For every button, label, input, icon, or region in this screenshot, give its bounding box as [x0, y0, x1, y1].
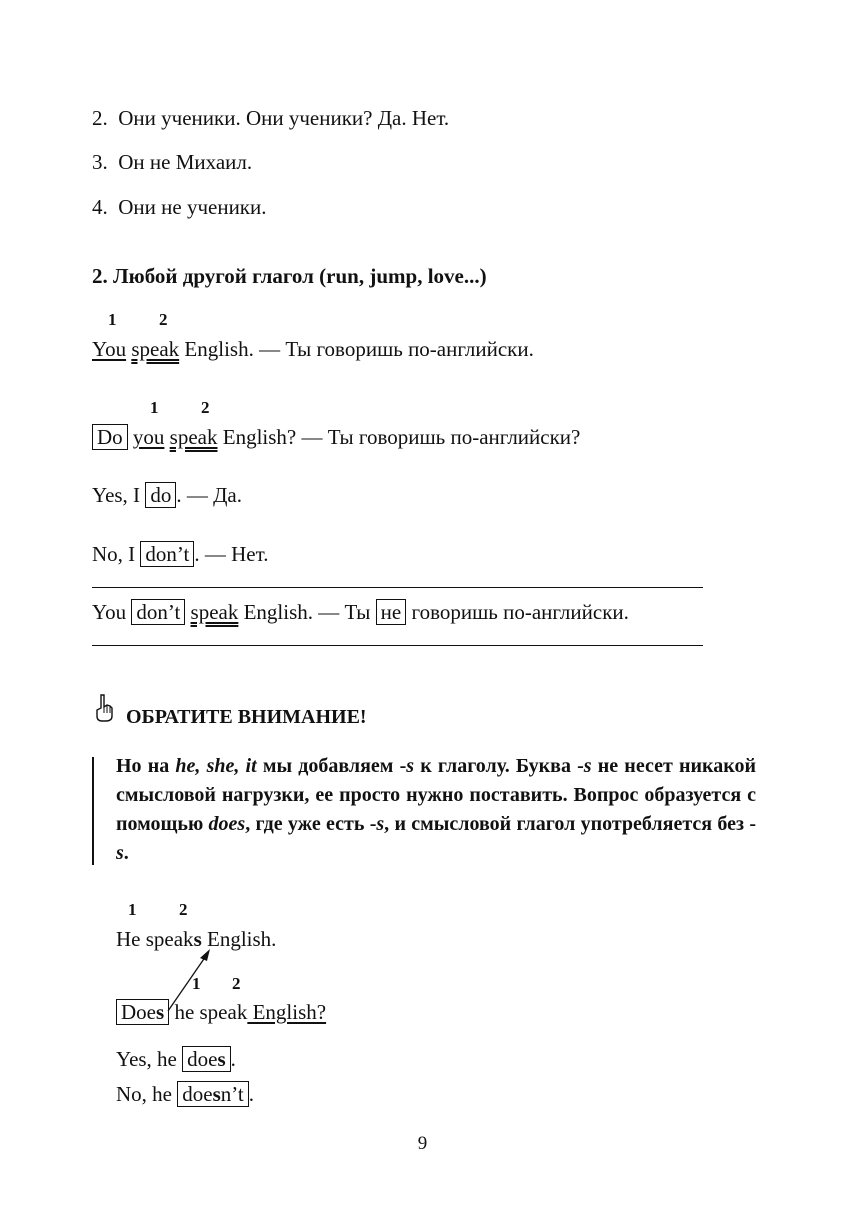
example-yes-he-does: Yes, he does .	[116, 1047, 236, 1071]
marker-1: 1	[128, 900, 137, 919]
aux-box: don’t	[140, 541, 194, 567]
divider-top	[92, 587, 703, 588]
marker-2: 2	[201, 398, 210, 417]
example-he-speaks: He speaks English.	[116, 927, 277, 951]
list-item: 3. Он не Михаил.	[92, 150, 253, 174]
marker-1: 1	[192, 974, 201, 993]
page-number: 9	[417, 1133, 428, 1154]
list-item: 2. Они ученики. Они ученики? Да. Нет.	[92, 106, 450, 130]
marker-2: 2	[159, 310, 168, 329]
pointing-hand-icon	[92, 693, 116, 723]
marker-1: 1	[108, 310, 117, 329]
aux-box: Does	[116, 999, 169, 1025]
marker-2: 2	[179, 900, 188, 919]
list-item: 4. Они не ученики.	[92, 195, 267, 219]
attention-bar	[92, 757, 94, 865]
negation-box: не	[376, 599, 407, 625]
example-affirmative: You speak English. — Ты говоришь по-английски.	[92, 337, 534, 361]
example-no-he-doesnt: No, he doesn’t .	[116, 1082, 254, 1106]
attention-text: Но на he, she, it мы добавляем -s к глаголу. Буква -s не несет никакой смысловой нагрузки, ее просто нужно поставить. Вопрос образуется с помощью does, где уже есть -s, и смысловой глагол употребляется без -s.	[116, 755, 756, 864]
marker-2: 2	[232, 974, 241, 993]
aux-box: does	[182, 1046, 231, 1072]
example-does-question: Does he speak English?	[116, 1000, 326, 1024]
section-heading: 2. Любой другой глагол (run, jump, love...)	[92, 264, 487, 288]
divider-bottom	[92, 645, 703, 646]
example-question: Do you speak English? — Ты говоришь по-английски?	[92, 425, 580, 449]
aux-box: do	[145, 482, 176, 508]
example-short-yes: Yes, I do . — Да.	[92, 483, 242, 507]
aux-box: Do	[92, 424, 128, 450]
aux-box: don’t	[131, 599, 185, 625]
example-negative: You don’t speak English. — Ты не говоришь по-английски.	[92, 600, 629, 624]
attention-title: ОБРАТИТЕ ВНИМАНИЕ!	[126, 706, 367, 728]
example-short-no: No, I don’t . — Нет.	[92, 542, 269, 566]
marker-1: 1	[150, 398, 159, 417]
aux-box: doesn’t	[177, 1081, 248, 1107]
